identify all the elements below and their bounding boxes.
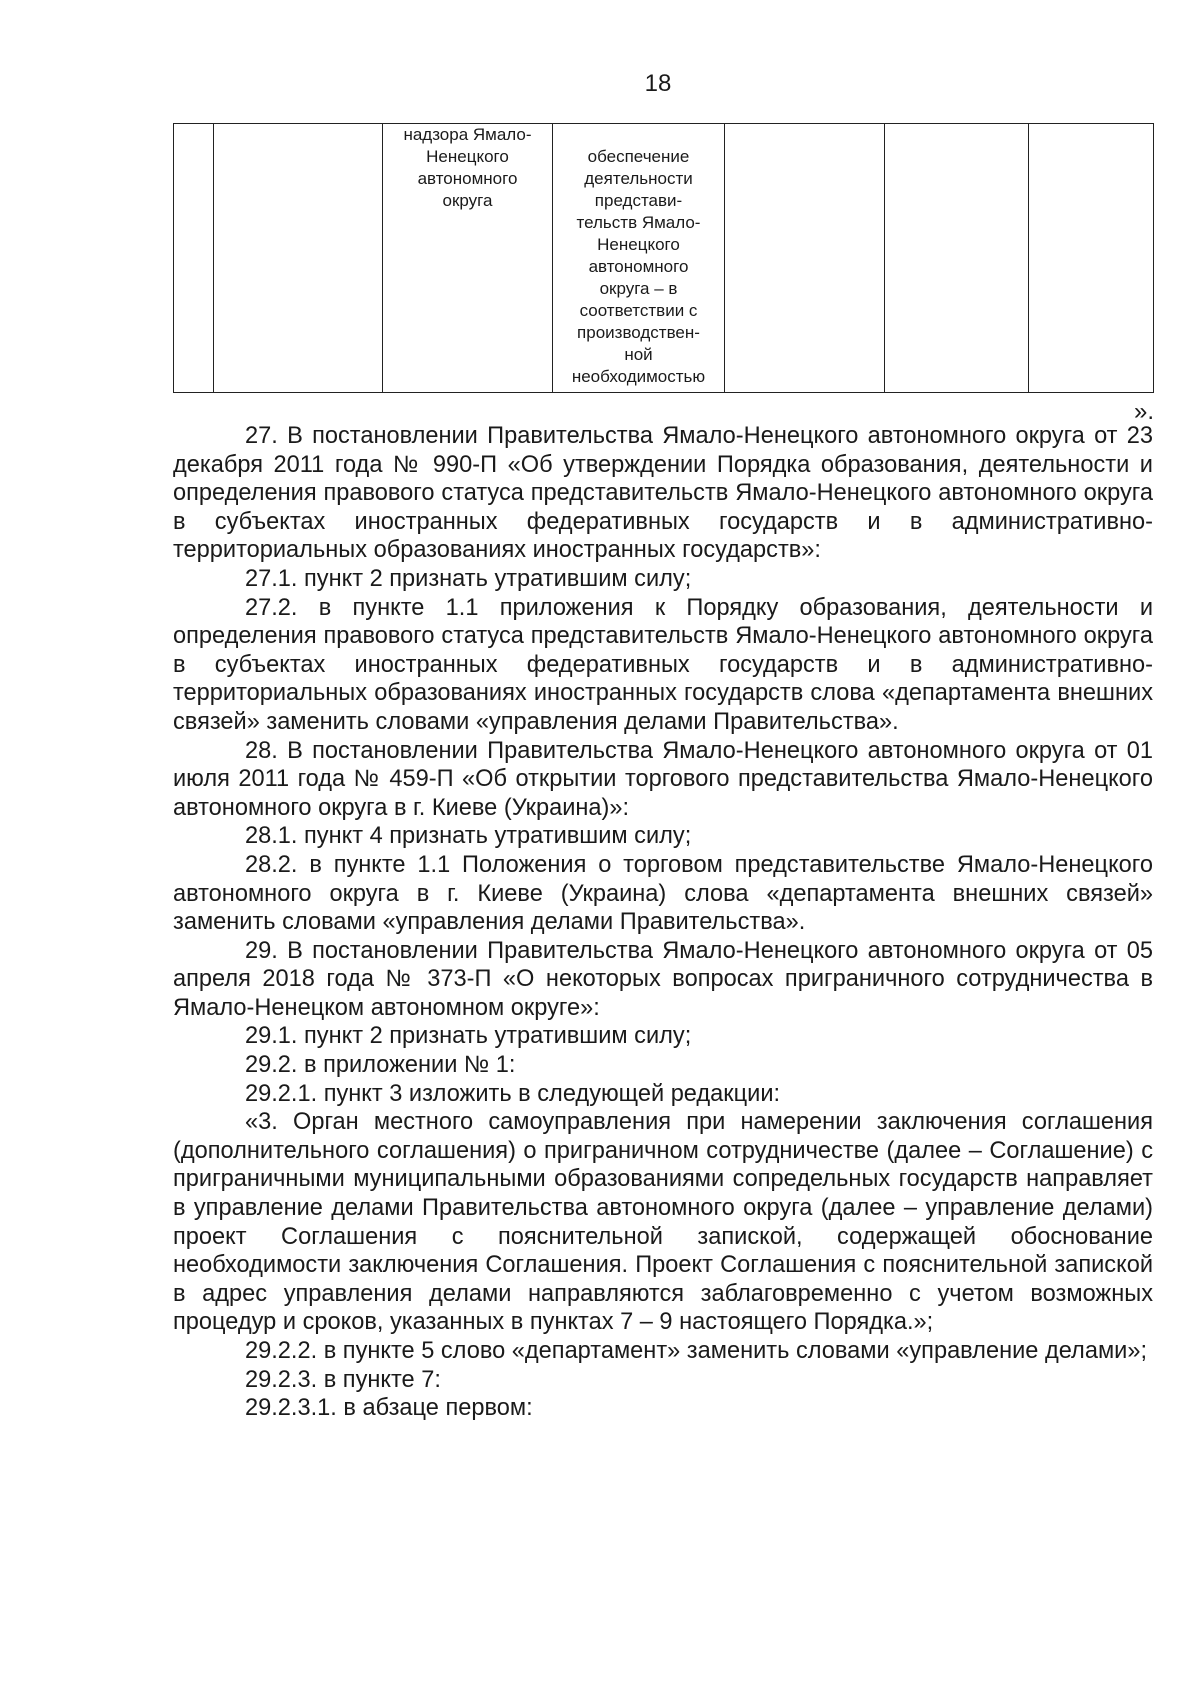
paragraph: 29.2.3. в пункте 7:: [245, 1366, 441, 1393]
paragraph: 29.2.1. пункт 3 изложить в следующей редакции:: [245, 1080, 781, 1107]
paragraph: 29.2. в приложении № 1:: [245, 1052, 516, 1079]
table-cell: [725, 124, 885, 393]
paragraph: 27. В постановлении Правительства Ямало-Ненецкого автономного округа от 23 декабря 2011 года № 990-П «Об утверждении Порядка образования, деятельности и определения правового статуса представительств Ямало-Ненецкого автономного округа в субъектах иностранных федеративных государств и в административно-территориальных образованиях иностранных государств»:: [173, 423, 1153, 564]
paragraph: 27.2. в пункте 1.1 приложения к Порядку образования, деятельности и определения правового статуса представительств Ямало-Ненецкого автономного округа в субъектах иностранных федеративных государств и в административно-территориальных образованиях иностранных государств слова «департамента внешних связей» заменить словами «управления делами Правительства».: [173, 594, 1153, 735]
paragraph: 27.1. пункт 2 признать утратившим силу;: [245, 565, 692, 592]
page-number: 18: [644, 70, 672, 97]
paragraph: 28.2. в пункте 1.1 Положения о торговом представительстве Ямало-Ненецкого автономного округа в г. Киеве (Украина) слова «департамента внешних связей» заменить словами «управления делами Правительства».: [173, 851, 1153, 936]
continued-table: [173, 123, 1154, 393]
table-cell: [885, 124, 1029, 393]
table-cell: [174, 124, 214, 393]
table-cell: надзора Ямало- Ненецкого автономного округа: [383, 124, 553, 393]
paragraph: 29. В постановлении Правительства Ямало-Ненецкого автономного округа от 05 апреля 2018 года № 373-П «О некоторых вопросах приграничного сотрудничества в Ямало-Ненецком автономном округе»:: [173, 937, 1153, 1021]
table-cell: [214, 124, 383, 393]
paragraph: 29.1. пункт 2 признать утратившим силу;: [245, 1023, 692, 1050]
table-cell: [1029, 124, 1154, 393]
paragraph: 28. В постановлении Правительства Ямало-Ненецкого автономного округа от 01 июля 2011 года № 459-П «Об открытии торгового представительства Ямало-Ненецкого автономного округа в г. Киеве (Украина)»:: [173, 737, 1153, 821]
document-body: [173, 422, 1153, 1423]
paragraph: 29.2.3.1. в абзаце первом:: [245, 1395, 533, 1422]
paragraph: 28.1. пункт 4 признать утратившим силу;: [245, 823, 692, 850]
table-row: [174, 124, 1154, 393]
closing-quote: ».: [1133, 398, 1154, 425]
paragraph: «3. Орган местного самоуправления при намерении заключения соглашения (дополнительного соглашения) о приграничном сотрудничестве (далее – Соглашение) с приграничными муниципальными образованиями сопредельных государств направляет в управление делами Правительства автономного округа (далее – управление делами) проект Соглашения с пояснительной запиской, содержащей обоснование необходимости заключения Соглашения. Проект Соглашения с пояснительной запиской в адрес управления делами направляются заблаговременно с учетом возможных процедур и сроков, указанных в пунктах 7 – 9 настоящего Порядка.»;: [173, 1109, 1153, 1336]
paragraph: 29.2.2. в пункте 5 слово «департамент» заменить словами «управление делами»;: [245, 1338, 1148, 1364]
table-cell: обеспечение деятельности представи- тельств Ямало- Ненецкого автономного округа – в соответствии с производствен- ной необходимостью: [553, 124, 725, 393]
